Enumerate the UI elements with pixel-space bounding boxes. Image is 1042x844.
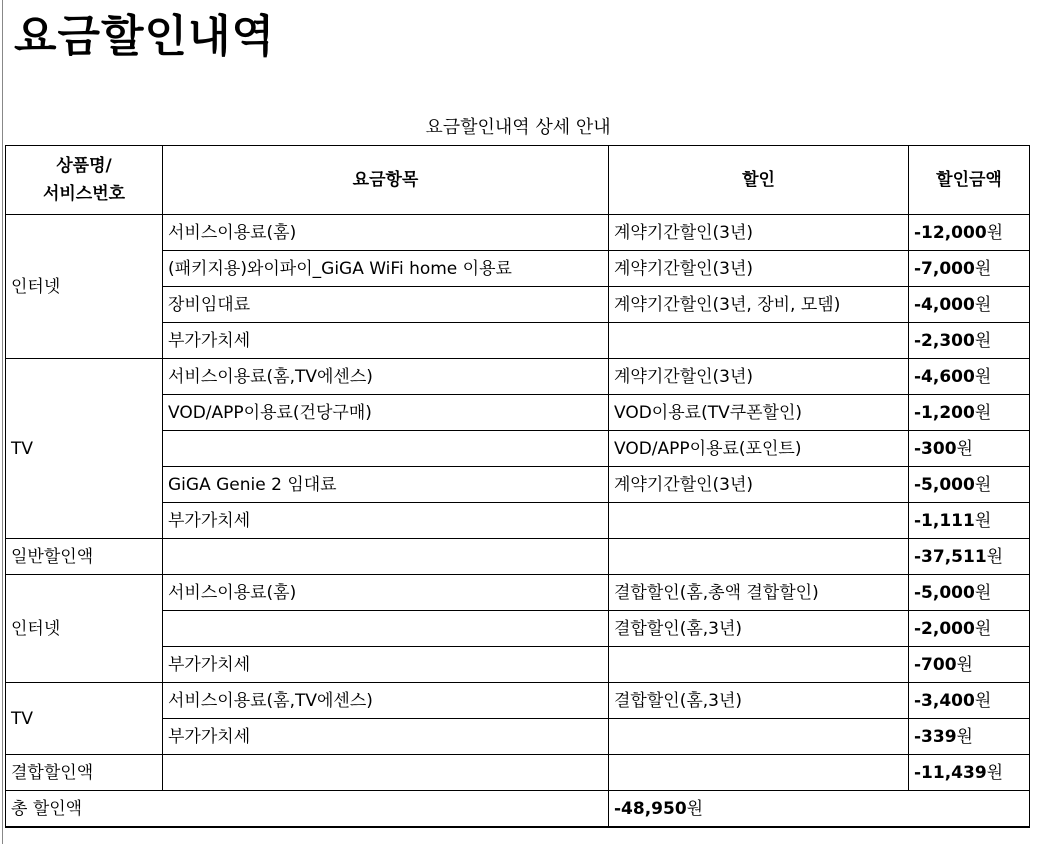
product-cell: 인터넷 (6, 215, 163, 359)
amount-unit: 원 (956, 438, 973, 459)
amount-cell (909, 323, 1030, 359)
amount-cell (909, 395, 1030, 431)
amount-cell (909, 431, 1030, 467)
table-row (6, 575, 1030, 611)
amount-unit: 원 (974, 618, 992, 639)
discount-cell: 계약기간할인(3년) (609, 359, 909, 395)
item-cell (163, 611, 609, 647)
table-row (6, 359, 1030, 395)
amount-unit: 원 (956, 654, 973, 675)
amount-cell (909, 539, 1030, 575)
item-cell (163, 539, 609, 575)
amount-unit: 원 (974, 366, 992, 387)
item-cell: GiGA Genie 2 임대료 (163, 467, 609, 503)
discount-cell (609, 755, 909, 791)
amount-unit: 원 (986, 222, 1004, 243)
amount-cell (909, 287, 1030, 323)
amount-cell (909, 215, 1030, 251)
discount-cell (609, 719, 909, 755)
item-cell (163, 431, 609, 467)
table-row (6, 539, 1030, 575)
amount-cell (909, 755, 1030, 791)
item-cell: 서비스이용료(홈) (163, 215, 609, 251)
amount-unit: 원 (974, 582, 992, 603)
discount-cell (609, 503, 909, 539)
amount-unit: 원 (974, 402, 992, 423)
header-item: 요금항목 (163, 146, 609, 215)
discount-cell (609, 647, 909, 683)
item-cell: 부가가치세 (163, 647, 609, 683)
amount-value: -11,439 (914, 762, 987, 783)
amount-value: -4,000 (914, 294, 975, 315)
amount-value: -12,000 (914, 222, 987, 243)
header-product-line2: 서비스번호 (42, 184, 126, 204)
amount-unit: 원 (974, 474, 992, 495)
total-amount (609, 791, 1030, 828)
amount-cell (909, 647, 1030, 683)
amount-cell (909, 503, 1030, 539)
amount-unit: 원 (986, 762, 1004, 783)
amount-value: -339 (914, 726, 957, 747)
amount-value: -2,300 (914, 330, 975, 351)
discount-cell: 결합할인(홈,3년) (609, 683, 909, 719)
amount-cell (909, 251, 1030, 287)
discount-cell (609, 323, 909, 359)
amount-unit: 원 (974, 330, 992, 351)
amount-value: -1,200 (914, 402, 975, 423)
header-amount: 할인금액 (909, 146, 1030, 215)
discount-cell: 계약기간할인(3년) (609, 467, 909, 503)
total-label: 총 할인액 (6, 791, 609, 828)
table-row (6, 683, 1030, 719)
amount-cell (909, 467, 1030, 503)
item-cell: 부가가치세 (163, 719, 609, 755)
discount-table (5, 145, 1030, 828)
item-cell: 서비스이용료(홈) (163, 575, 609, 611)
amount-value: -700 (914, 654, 957, 675)
header-product (6, 146, 163, 215)
discount-cell: 계약기간할인(3년) (609, 215, 909, 251)
product-cell: TV (6, 359, 163, 539)
amount-value: -3,400 (914, 690, 975, 711)
page-title: 요금할인내역 (14, 11, 276, 62)
header-row (6, 146, 1030, 215)
amount-unit: 원 (986, 546, 1004, 567)
amount-unit: 원 (956, 726, 973, 747)
header-discount: 할인 (609, 146, 909, 215)
amount-unit: 원 (974, 690, 992, 711)
discount-cell: VOD이용료(TV쿠폰할인) (609, 395, 909, 431)
total-amount-unit: 원 (686, 798, 704, 819)
discount-cell: 계약기간할인(3년, 장비, 모뎀) (609, 287, 909, 323)
table-caption: 요금할인내역 상세 안내 (425, 117, 611, 138)
product-cell: 일반할인액 (6, 539, 163, 575)
amount-value: -5,000 (914, 582, 975, 603)
amount-value: -4,600 (914, 366, 975, 387)
amount-cell (909, 611, 1030, 647)
page-border (2, 0, 3, 844)
item-cell: 서비스이용료(홈,TV에센스) (163, 359, 609, 395)
amount-unit: 원 (974, 258, 992, 279)
total-row (6, 791, 1030, 828)
item-cell: 서비스이용료(홈,TV에센스) (163, 683, 609, 719)
item-cell: 장비임대료 (163, 287, 609, 323)
product-cell: 인터넷 (6, 575, 163, 683)
table-row (6, 755, 1030, 791)
amount-cell (909, 683, 1030, 719)
amount-unit: 원 (974, 294, 992, 315)
amount-cell (909, 575, 1030, 611)
total-amount-value: -48,950 (614, 798, 687, 819)
item-cell: 부가가치세 (163, 323, 609, 359)
amount-unit: 원 (974, 510, 992, 531)
item-cell: 부가가치세 (163, 503, 609, 539)
table-row (6, 215, 1030, 251)
item-cell: (패키지용)와이파이_GiGA WiFi home 이용료 (163, 251, 609, 287)
amount-value: -7,000 (914, 258, 975, 279)
discount-cell: VOD/APP이용료(포인트) (609, 431, 909, 467)
header-product-line1: 상품명/ (56, 156, 112, 176)
discount-cell (609, 539, 909, 575)
item-cell (163, 755, 609, 791)
amount-value: -2,000 (914, 618, 975, 639)
amount-value: -5,000 (914, 474, 975, 495)
product-cell: 결합할인액 (6, 755, 163, 791)
amount-value: -37,511 (914, 546, 987, 567)
discount-cell: 결합할인(홈,3년) (609, 611, 909, 647)
table-body (6, 215, 1030, 828)
product-cell: TV (6, 683, 163, 755)
amount-cell (909, 359, 1030, 395)
amount-value: -1,111 (914, 510, 975, 531)
amount-cell (909, 719, 1030, 755)
item-cell: VOD/APP이용료(건당구매) (163, 395, 609, 431)
amount-value: -300 (914, 438, 957, 459)
discount-cell: 계약기간할인(3년) (609, 251, 909, 287)
discount-cell: 결합할인(홈,총액 결합할인) (609, 575, 909, 611)
